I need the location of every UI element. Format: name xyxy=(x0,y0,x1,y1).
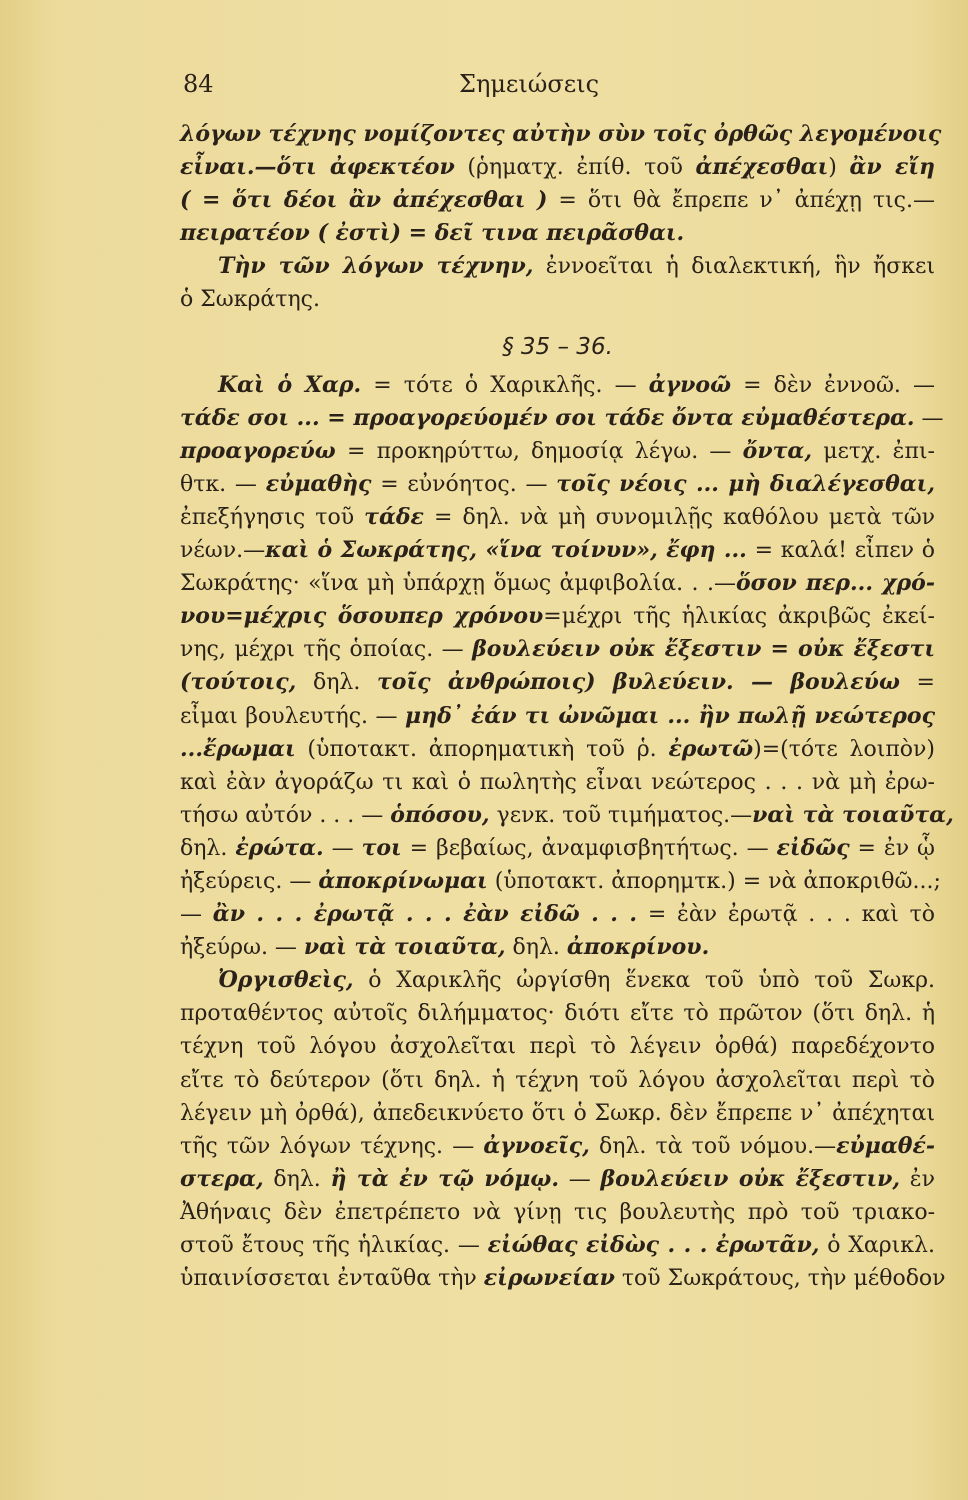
text-line xyxy=(180,700,935,733)
gloss-text: ὁ Χαρικλῆς ὠργίσθη ἕνεκα τοῦ ὑπὸ τοῦ Σωκρ. xyxy=(353,968,935,994)
text-line xyxy=(180,832,935,865)
text-line xyxy=(180,1064,935,1097)
lemma-text: Καὶ ὁ Χαρ. xyxy=(218,371,362,398)
lemma-text: ἐρώτα. xyxy=(235,834,324,861)
gloss-text: νης, μέχρι τῆς ὁποίας. — xyxy=(180,637,473,663)
gloss-text: Ἀθήναις δὲν ἐπετρέπετο νὰ γίνῃ τις βουλευτὴς πρὸ τοῦ τριακο- xyxy=(180,1199,935,1225)
gloss-text: = ἐν ᾧ xyxy=(849,835,935,861)
gloss-text: — xyxy=(180,902,213,928)
lemma-text: ἀποκρίνωμαι xyxy=(318,867,488,894)
gloss-text: Σωκράτης· «ἵνα μὴ ὑπάρχῃ ὅμως ἀμφιβολία. . .— xyxy=(180,571,736,597)
lemma-text: ἢ τὰ ἐν τῷ νόμῳ. xyxy=(330,1165,559,1192)
gloss-text: = βεβαίως, ἀναμφισβητήτως. — xyxy=(401,835,777,861)
gloss-text: = εὐνόητος. — xyxy=(371,471,557,497)
text-line xyxy=(180,931,935,964)
text-line xyxy=(180,1130,935,1163)
gloss-text: τῆς τῶν λόγων τέχνης. — xyxy=(180,1133,484,1159)
gloss-text: ὁ Χαρικλ. xyxy=(819,1233,935,1258)
gloss-text: — xyxy=(323,835,362,861)
gloss-text: ἠξεύρεις. — xyxy=(180,868,319,894)
lemma-text: πειρατέον ( ἐστὶ) = δεῖ τινα πειρᾶσθαι. xyxy=(180,220,685,247)
gloss-text: (ὑποτακτ. ἀπορημτκ.) = νὰ ἀποκριθῶ...; xyxy=(487,868,941,894)
lemma-text: ...ἔρωμαι xyxy=(180,735,296,762)
gloss-text: = καλά! εἶπεν ὁ xyxy=(746,538,935,564)
gloss-text: δηλ. xyxy=(505,935,567,961)
text-line xyxy=(180,217,935,250)
gloss-text: νέων.— xyxy=(180,538,266,564)
gloss-text: δηλ. xyxy=(180,835,236,861)
gloss-text: = δὲν ἐννοῶ. — xyxy=(731,372,935,398)
gloss-text: προταθέντος αὐτοῖς διλήμματος· διότι εἴτε τὸ πρῶτον (ὅτι δηλ. ἡ xyxy=(180,1001,935,1027)
section-heading xyxy=(180,325,935,369)
text-line xyxy=(180,435,935,468)
lemma-text: στερα, xyxy=(180,1165,264,1192)
page-number: 84 xyxy=(183,70,214,98)
notes-body xyxy=(180,118,954,1295)
lemma-text: ( = ὅτι δέοι ἂν ἀπέχεσθαι ) xyxy=(180,187,548,214)
gloss-text: στοῦ ἔτους τῆς ἡλικίας. — xyxy=(180,1233,488,1258)
gloss-text: δηλ. xyxy=(263,1166,331,1192)
text-line xyxy=(180,369,935,402)
gloss-text: )=(τότε λοιπὸν) xyxy=(753,736,935,762)
text-line xyxy=(180,600,935,633)
text-line xyxy=(180,733,935,766)
lemma-text: ὁπόσου, xyxy=(390,801,490,828)
lemma-text: ὅσον περ... χρό- xyxy=(735,570,935,597)
lemma-text: ἂν . . . ἐρωτᾷ . . . ἐὰν εἰδῶ . . . xyxy=(212,901,638,928)
lemma-text: ἀποκρίνου. xyxy=(566,934,710,961)
text-line xyxy=(180,633,935,666)
gloss-text: τοῦ Σωκράτους, τὴν μέθοδον xyxy=(614,1266,946,1292)
gloss-text: — xyxy=(914,405,944,431)
text-line xyxy=(180,184,935,217)
gloss-text: = ἐὰν ἐρωτᾷ . . . καὶ τὸ xyxy=(637,902,936,928)
gloss-text: λέγειν μὴ ὀρθά), ἀπεδεικνύετο ὅτι ὁ Σωκρ. δὲν ἔπρεπε ν᾽ ἀπέχηται xyxy=(180,1100,935,1126)
gloss-text: (ῥηματχ. ἐπίθ. τοῦ xyxy=(454,155,696,181)
lemma-text: ἀγνοῶ xyxy=(648,371,732,398)
text-line xyxy=(180,898,935,931)
lemma-text: τάδε xyxy=(364,503,424,530)
lemma-text: Ὀργισθεὶς, xyxy=(218,967,354,994)
text-line xyxy=(180,997,935,1030)
text-line xyxy=(180,283,935,316)
gloss-text: = ὅτι θὰ ἔπρεπε ν᾽ ἀπέχῃ τις.— xyxy=(547,188,935,214)
gloss-text: ) xyxy=(828,155,850,181)
gloss-text: ἐπεξήγησις τοῦ xyxy=(180,504,365,530)
text-line xyxy=(180,250,935,283)
gloss-text: ὑπαινίσσεται ἐνταῦθα τὴν xyxy=(180,1266,484,1292)
gloss-text: = δηλ. νὰ μὴ συνομιλῇς καθόλου μετὰ τῶν xyxy=(423,504,936,530)
lemma-text: ἀγνοεῖς, xyxy=(483,1132,590,1159)
lemma-text: Τὴν τῶν λόγων τέχνην, xyxy=(218,253,534,280)
text-line xyxy=(180,1262,946,1295)
lemma-text: τοῖς νέοις ... μὴ διαλέγεσθαι, xyxy=(556,470,935,497)
text-line xyxy=(180,1030,935,1063)
gloss-text: § 35 – 36. xyxy=(502,333,613,360)
gloss-text: θτκ. — xyxy=(180,471,266,497)
gloss-text: δηλ. xyxy=(296,670,377,696)
text-line xyxy=(180,799,954,832)
gloss-text: = τότε ὁ Χαρικλῆς. — xyxy=(361,372,649,398)
gloss-text: ἐννοεῖται ἡ διαλεκτική, ἣν ἤσκει xyxy=(533,254,935,280)
lemma-text: εἰδῶς xyxy=(776,834,850,861)
text-line xyxy=(180,1163,935,1196)
lemma-text: εἰώθας εἰδὼς . . . ἐρωτᾶν, xyxy=(487,1232,820,1258)
gloss-text: = xyxy=(899,670,935,696)
lemma-text: ἂν εἴη xyxy=(849,154,935,181)
text-line xyxy=(180,964,935,997)
gloss-text: δηλ. τὰ τοῦ νόμου.— xyxy=(589,1133,837,1159)
lemma-text: εἶναι.—ὅτι ἀφεκτέον xyxy=(180,154,455,181)
running-title: Σημειώσεις xyxy=(458,70,600,98)
gloss-text: εἴτε τὸ δεύτερον (ὅτι δηλ. ἡ τέχνη τοῦ λόγου ἀσχολεῖται περὶ τὸ xyxy=(180,1067,935,1093)
lemma-text: τοι xyxy=(361,834,402,861)
text-line xyxy=(180,151,935,184)
lemma-text: εὐμαθὴς xyxy=(265,470,372,497)
text-line xyxy=(180,402,944,435)
lemma-text: ναὶ τὰ τοιαῦτα, xyxy=(752,801,954,828)
lemma-text: νου=μέχρις ὅσουπερ χρόνου xyxy=(180,603,544,630)
text-line xyxy=(180,118,942,151)
page-header xyxy=(0,66,968,106)
gloss-text: ἐν xyxy=(900,1166,935,1192)
text-line xyxy=(180,865,941,898)
lemma-text: τάδε σοι ... = προαγορεύομέν σοι τάδε ὄντα εὐμαθέστερα. xyxy=(180,404,915,431)
text-line xyxy=(180,766,935,799)
text-line xyxy=(180,468,935,501)
text-line xyxy=(180,501,935,534)
gloss-text: ὁ Σωκράτης. xyxy=(180,287,320,313)
gloss-text: τήσω αὐτόν . . . — xyxy=(180,802,391,828)
lemma-text: προαγορεύω xyxy=(180,437,336,464)
lemma-text: καὶ ὁ Σωκράτης, «ἵνα τοίνυν», ἔφη ... xyxy=(265,537,747,564)
text-line xyxy=(180,666,935,699)
lemma-text: λόγων τέχνης νομίζοντες αὐτὴν σὺν τοῖς ὀρθῶς λεγομένοις xyxy=(180,121,942,147)
text-line xyxy=(180,1196,935,1229)
lemma-text: ἐρωτῶ xyxy=(668,735,754,762)
lemma-text: εἰρωνείαν xyxy=(483,1265,615,1292)
lemma-text: βουλεύειν οὐκ ἔξεστιν = οὐκ ἔξεστι xyxy=(472,636,936,663)
text-line xyxy=(180,567,935,600)
text-line xyxy=(180,1097,935,1130)
lemma-text: (τούτοις, xyxy=(180,669,297,696)
gloss-text: καὶ ἐὰν ἀγοράζω τι καὶ ὁ πωλητὴς εἶναι νεώτερος . . . νὰ μὴ ἐρω- xyxy=(180,769,935,795)
lemma-text: βουλεύειν οὐκ ἔξεστιν, xyxy=(600,1165,901,1192)
gloss-text: =μέχρι τῆς ἡλικίας ἀκριβῶς ἐκεί- xyxy=(543,604,935,630)
gloss-text: εἶμαι βουλευτής. — xyxy=(180,703,406,729)
gloss-text: — xyxy=(558,1166,601,1192)
lemma-text: τοῖς ἀνθρώποις) βυλεύειν. — βουλεύω xyxy=(377,669,900,696)
gloss-text: τέχνη τοῦ λόγου ἀσχολεῖται περὶ τὸ λέγειν ὀρθά) παρεδέχοντο xyxy=(180,1034,935,1060)
gloss-text: = προκηρύττω, δημοσίᾳ λέγω. — xyxy=(335,438,743,464)
gloss-text: μετχ. ἐπι- xyxy=(812,438,935,464)
gloss-text: (ὑποτακτ. ἀπορηματικὴ τοῦ ῥ. xyxy=(295,736,669,762)
gloss-text: ἠξεύρω. — xyxy=(180,935,304,961)
lemma-text: ὄντα, xyxy=(742,437,812,464)
text-line xyxy=(180,1229,935,1262)
text-line xyxy=(180,534,935,567)
lemma-text: μηδ᾽ ἐάν τι ὠνῶμαι ... ἢν πωλῇ νεώτερος xyxy=(405,702,935,729)
lemma-text: ἀπέχεσθαι xyxy=(695,154,829,181)
lemma-text: εὐμαθέ- xyxy=(836,1132,935,1159)
lemma-text: ναὶ τὰ τοιαῦτα, xyxy=(303,934,506,961)
gloss-text: γενκ. τοῦ τιμήματος.— xyxy=(489,802,753,828)
